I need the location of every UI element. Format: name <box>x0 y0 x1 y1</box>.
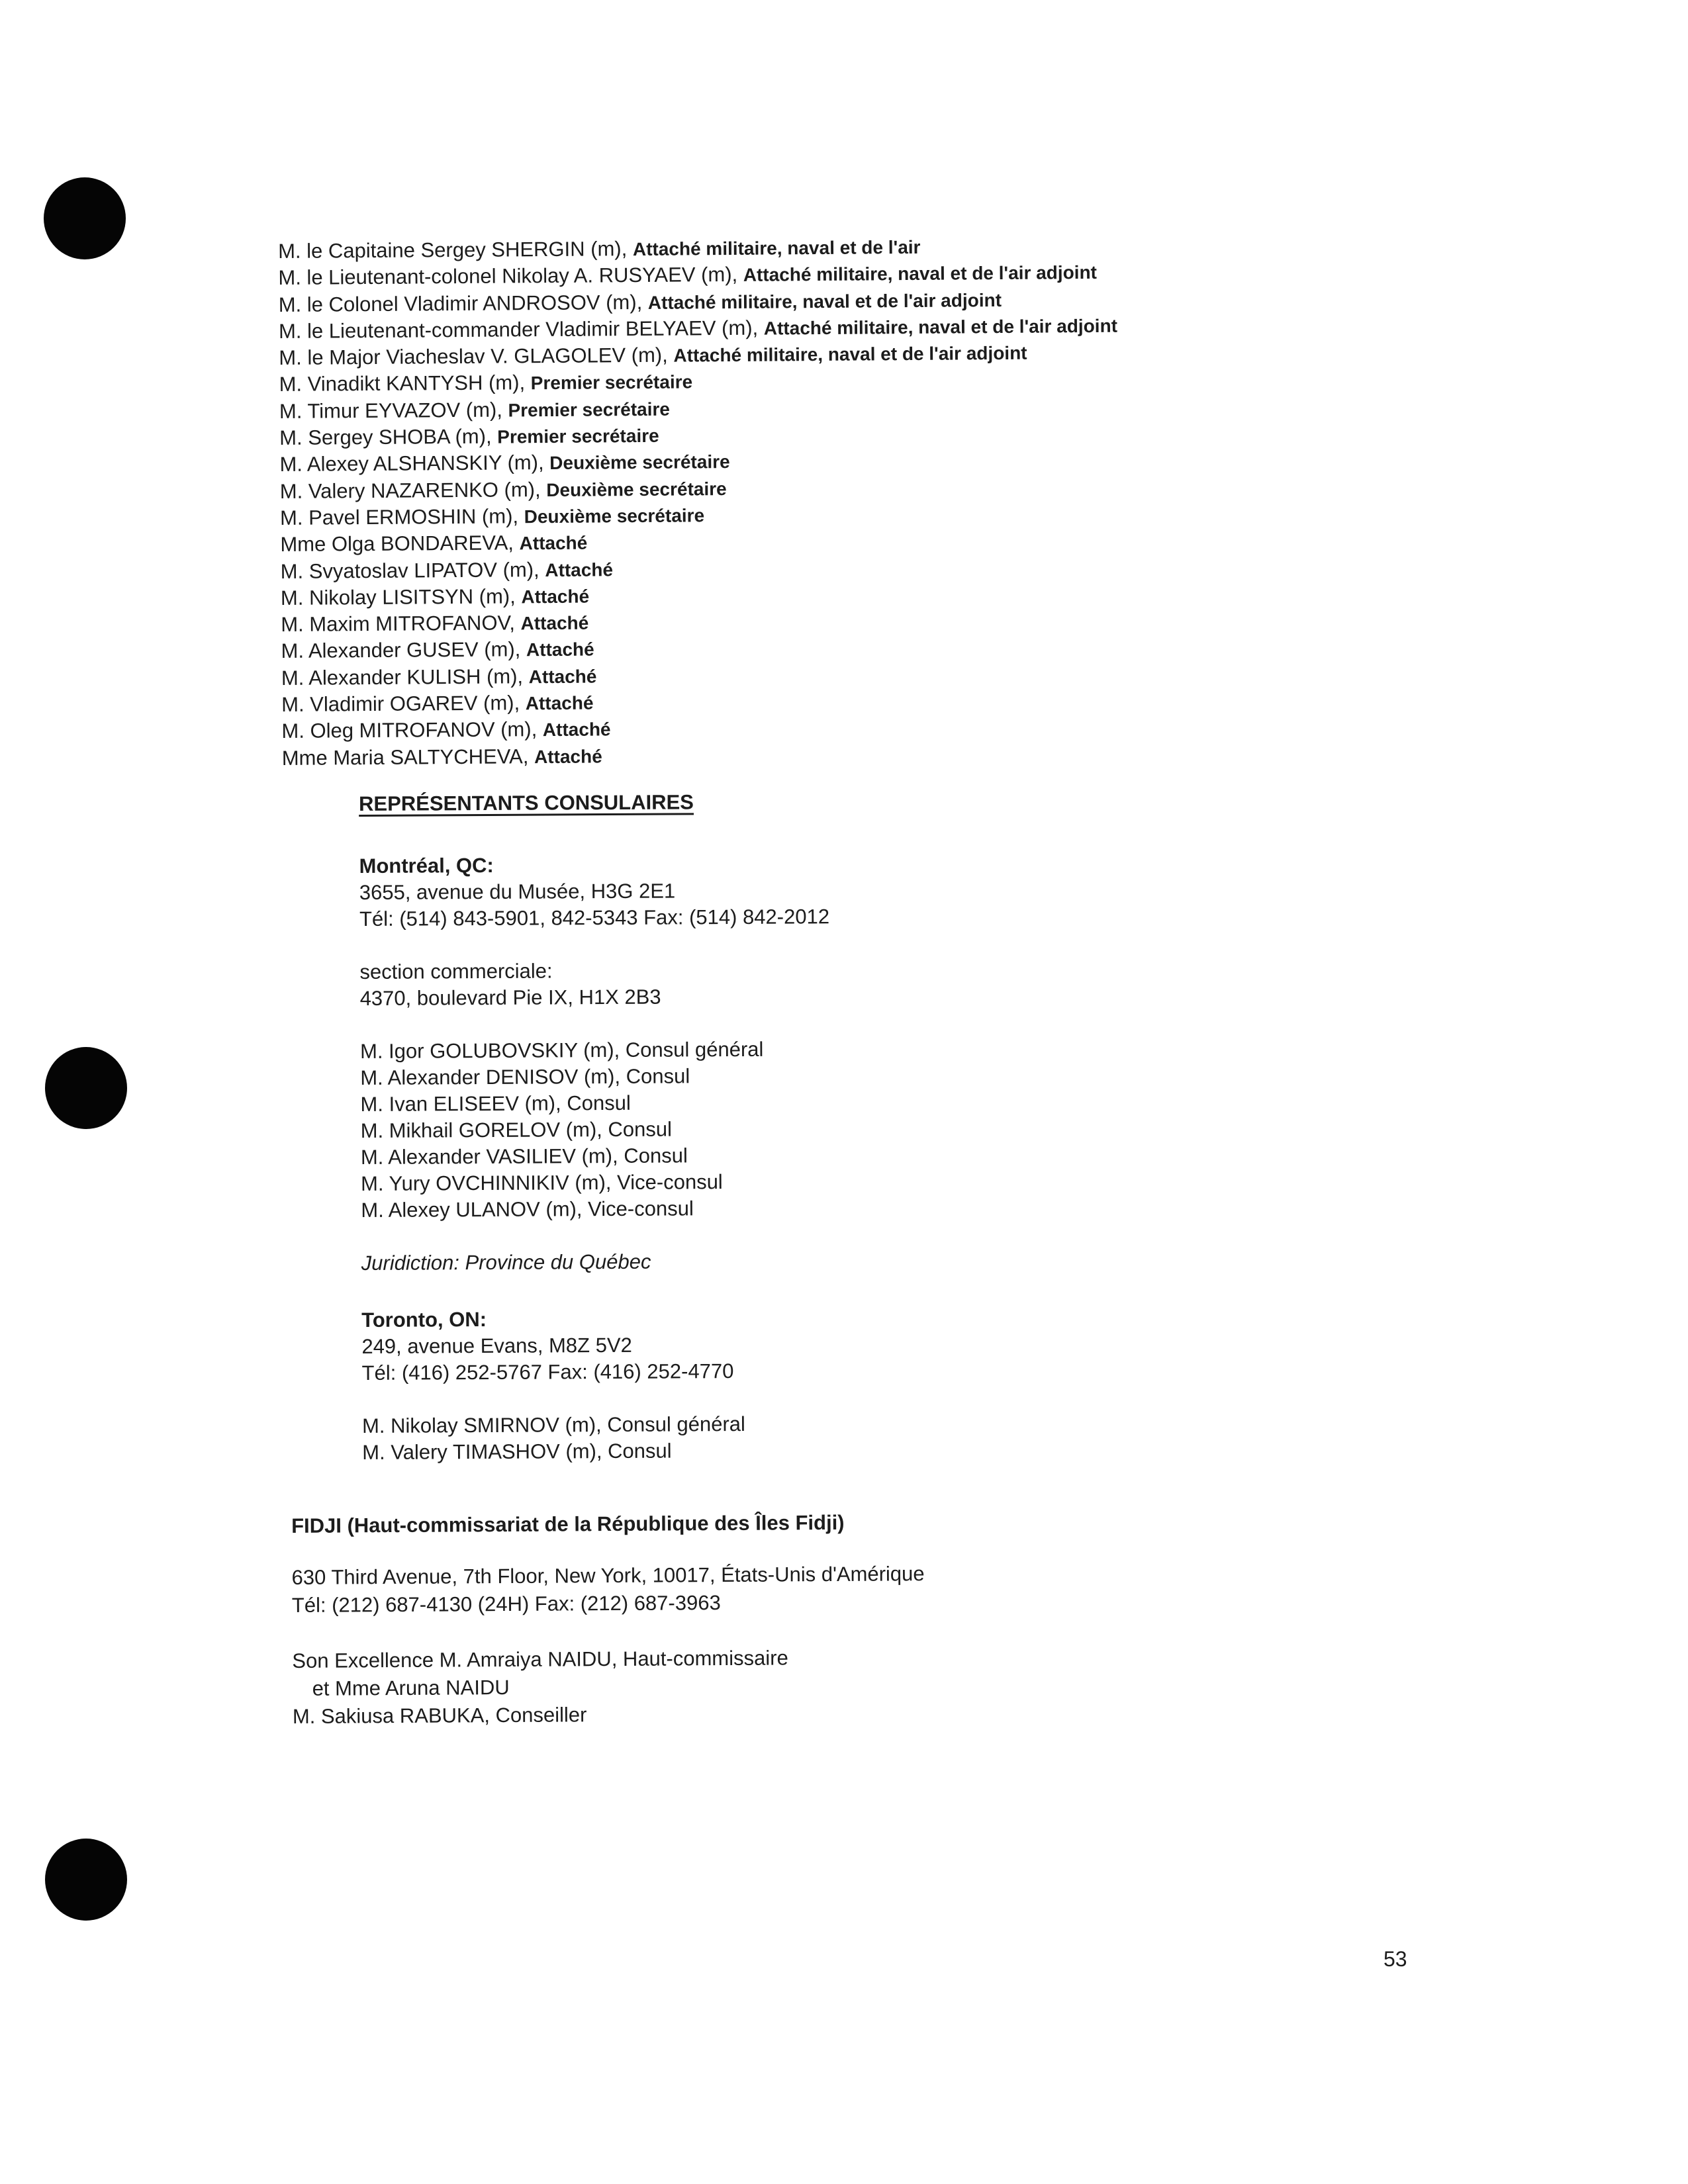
montreal-consulate <box>359 850 831 1277</box>
punch-hole-middle <box>45 1047 127 1129</box>
staff-entry: M. Oleg MITROFANOV (m), Attaché <box>281 717 611 743</box>
staff-entry: M. le Colonel Vladimir ANDROSOV (m), Attaché militaire, naval et de l'air adjoint <box>278 289 1002 316</box>
officer-entry: M. Mikhail GORELOV (m), Consul <box>360 1117 673 1142</box>
embassy-staff-list <box>278 232 1121 772</box>
staff-entry: M. le Capitaine Sergey SHERGIN (m), Attaché militaire, naval et de l'air <box>278 236 921 263</box>
staff-entry: Mme Olga BONDAREVA, Attaché <box>280 531 588 557</box>
staff-entry: M. Alexander GUSEV (m), Attaché <box>281 637 594 663</box>
toronto-consulate <box>361 1305 745 1466</box>
staff-entry: M. le Major Viacheslav V. GLAGOLEV (m), Attaché militaire, naval et de l'air adjoint <box>279 342 1027 370</box>
country-heading: FIDJI (Haut-commissariat de la République des Îles Fidji) <box>291 1510 845 1537</box>
address: 630 Third Avenue, 7th Floor, New York, 10017, États-Unis d'Amérique <box>291 1562 925 1589</box>
phone-fax: Tél: (212) 687-4130 (24H) Fax: (212) 687-3963 <box>291 1591 721 1617</box>
punch-hole-top <box>44 177 126 259</box>
staff-entry: M. le Lieutenant-colonel Nikolay A. RUSYAEV (m), Attaché militaire, naval et de l'air adjoint <box>278 262 1098 290</box>
punch-hole-bottom <box>45 1839 127 1921</box>
address: 3655, avenue du Musée, H3G 2E1 <box>359 879 676 904</box>
section-label: section commerciale: <box>359 959 553 983</box>
staff-entry: M. le Lieutenant-commander Vladimir BELYAEV (m), Attaché militaire, naval et de l'air adjoint <box>278 315 1118 343</box>
officer-entry: M. Alexey ULANOV (m), Vice-consul <box>361 1197 694 1222</box>
officer-entry: Son Excellence M. Amraiya NAIDU, Haut-commissaire <box>292 1646 788 1672</box>
phone-fax: Tél: (514) 843-5901, 842-5343 Fax: (514) 842-2012 <box>359 905 830 931</box>
staff-entry: M. Svyatoslav LIPATOV (m), Attaché <box>280 557 614 583</box>
officer-entry: M. Valery TIMASHOV (m), Consul <box>362 1439 672 1464</box>
staff-entry: Mme Maria SALTYCHEVA, Attaché <box>281 744 602 770</box>
city-heading: Montréal, QC: <box>359 853 494 878</box>
jurisdiction: Juridiction: Province du Québec <box>361 1250 651 1275</box>
officer-entry: M. Alexander VASILIEV (m), Consul <box>360 1144 688 1169</box>
phone-fax: Tél: (416) 252-5767 Fax: (416) 252-4770 <box>361 1359 734 1385</box>
officer-entry: M. Yury OVCHINNIKIV (m), Vice-consul <box>361 1170 723 1195</box>
staff-entry: M. Nikolay LISITSYN (m), Attaché <box>280 584 590 610</box>
staff-entry: M. Vladimir OGAREV (m), Attaché <box>281 691 594 717</box>
staff-entry: M. Pavel ERMOSHIN (m), Deuxième secrétaire <box>279 504 705 529</box>
section-heading: REPRÉSENTANTS CONSULAIRES <box>359 790 694 815</box>
officer-entry: M. Sakiusa RABUKA, Conseiller <box>292 1703 587 1728</box>
address: 249, avenue Evans, M8Z 5V2 <box>361 1333 632 1358</box>
staff-entry: M. Maxim MITROFANOV, Attaché <box>281 611 589 637</box>
officer-entry: M. Ivan ELISEEV (m), Consul <box>360 1091 631 1116</box>
staff-entry: M. Sergey SHOBA (m), Premier secrétaire <box>279 424 659 450</box>
staff-entry: M. Alexey ALSHANSKIY (m), Deuxième secrétaire <box>279 451 730 477</box>
staff-entry: M. Timur EYVAZOV (m), Premier secrétaire <box>279 398 671 423</box>
staff-entry: M. Vinadikt KANTYSH (m), Premier secrétaire <box>279 371 693 396</box>
officer-entry: M. Alexander DENISOV (m), Consul <box>360 1064 690 1089</box>
city-heading: Toronto, ON: <box>361 1308 487 1332</box>
section-address: 4370, boulevard Pie IX, H1X 2B3 <box>359 985 661 1010</box>
staff-entry: M. Valery NAZARENKO (m), Deuxième secrétaire <box>279 477 727 503</box>
officer-entry: M. Nikolay SMIRNOV (m), Consul général <box>361 1412 745 1437</box>
officer-spouse: et Mme Aruna NAIDU <box>312 1675 510 1700</box>
officer-entry: M. Igor GOLUBOVSKIY (m), Consul général <box>359 1037 764 1063</box>
page-number: 53 <box>1383 1947 1407 1971</box>
staff-entry: M. Alexander KULISH (m), Attaché <box>281 664 597 690</box>
